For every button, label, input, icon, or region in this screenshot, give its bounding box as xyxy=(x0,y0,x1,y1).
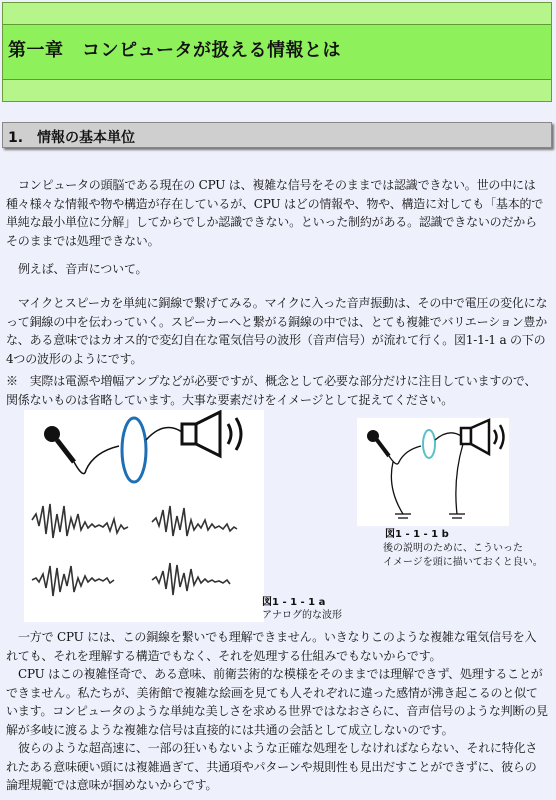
section-title: 1. 情報の基本単位 xyxy=(8,130,136,146)
paragraph-intro: コンピュータの頭脳である現在の CPU は、複雑な信号をそのままでは認識できない。世の中には種々様々な情報や物や構造が存在しているが、CPU はどの情報や、物や、構造に対しても「基本的で単純な最小単位に分解」してからでしか認識できない。といった制約がある。認識できないのだからそのままでは処理できない。 xyxy=(6,178,544,248)
mic-speaker-illustration xyxy=(357,418,509,526)
figure-analog-waveforms xyxy=(24,410,264,622)
figure-a-caption: アナログ的な波形 xyxy=(262,610,342,621)
paragraph-cpu-copper: 一方で CPU には、この銅線を繋いでも理解できません。いきなりこのような複雑な電気信号を入れても、それを理解する構造でもなく、それを処理する仕組みでもないからです。 xyxy=(6,630,537,663)
speaker-icon xyxy=(449,420,504,518)
paragraph-high-speed: 彼らのような超高速に、一部の狂いもないような正確な処理をしなければならない、それに特化されたある意味硬い頭には複雑過ぎて、共通項やパターンや規則性も見出だすことができずに、彼らの論理規範では意味が掴めないからです。 xyxy=(6,741,538,792)
paragraph-mic-speaker: マイクとスピーカを単純に銅線で繋げてみる。マイクに入った音声振動は、その中で電圧の変化になって銅線の中を伝わっていく。スピーカーへと繋がる銅線の中では、とても複雑でバリエーション豊かな、ある意味ではカオス的で変幻自在な電気信号の波形（音声信号）が流れて行く。図1-1-1 a の下の4つの波形のようにです。 xyxy=(6,296,548,366)
paragraph-cpu-complex: CPU はこの複雑怪奇で、ある意味、前衛芸術的な模様をそのままでは理解できず、処理することができません。私たちが、美術館で複雑な絵画を見ても人それぞれに違った感情が沸き起こるのと似ています。コンピュータのような単純な美しさを求める世界ではなおさらに、音声信号のような判断の見解が多岐に渡るような複雑な信号は直接的には共通の会話として成立しないのです。 xyxy=(6,667,548,737)
figure-a-label: 図1 - 1 - 1 a xyxy=(262,597,326,608)
figure-b-caption-line1: 後の説明のために、こういった xyxy=(383,543,523,554)
paragraph-note: ※ 実際は電源や増幅アンプなどが必要ですが、概念として必要な部分だけに注目していますので、関係ないものは省略しています。大事な要素だけをイメージとして捉えてください。 xyxy=(6,374,537,407)
microphone-icon xyxy=(44,426,119,474)
waveforms xyxy=(32,504,237,596)
figure-b-caption-line2: イメージを頭に描いておくと良い。 xyxy=(383,557,543,568)
figure-mic-speaker-simple xyxy=(357,418,509,526)
analog-waveform-illustration xyxy=(24,410,264,622)
figure-b-label: 図1 - 1 - 1 b xyxy=(385,529,449,540)
speaker-icon xyxy=(182,412,241,456)
microphone-icon xyxy=(367,430,421,518)
paragraph-example: 例えば、音声について。 xyxy=(18,262,148,276)
signal-ring xyxy=(122,418,146,482)
chapter-title: 第一章 コンピュータが扱える情報とは xyxy=(8,40,341,61)
signal-ring xyxy=(423,430,435,458)
